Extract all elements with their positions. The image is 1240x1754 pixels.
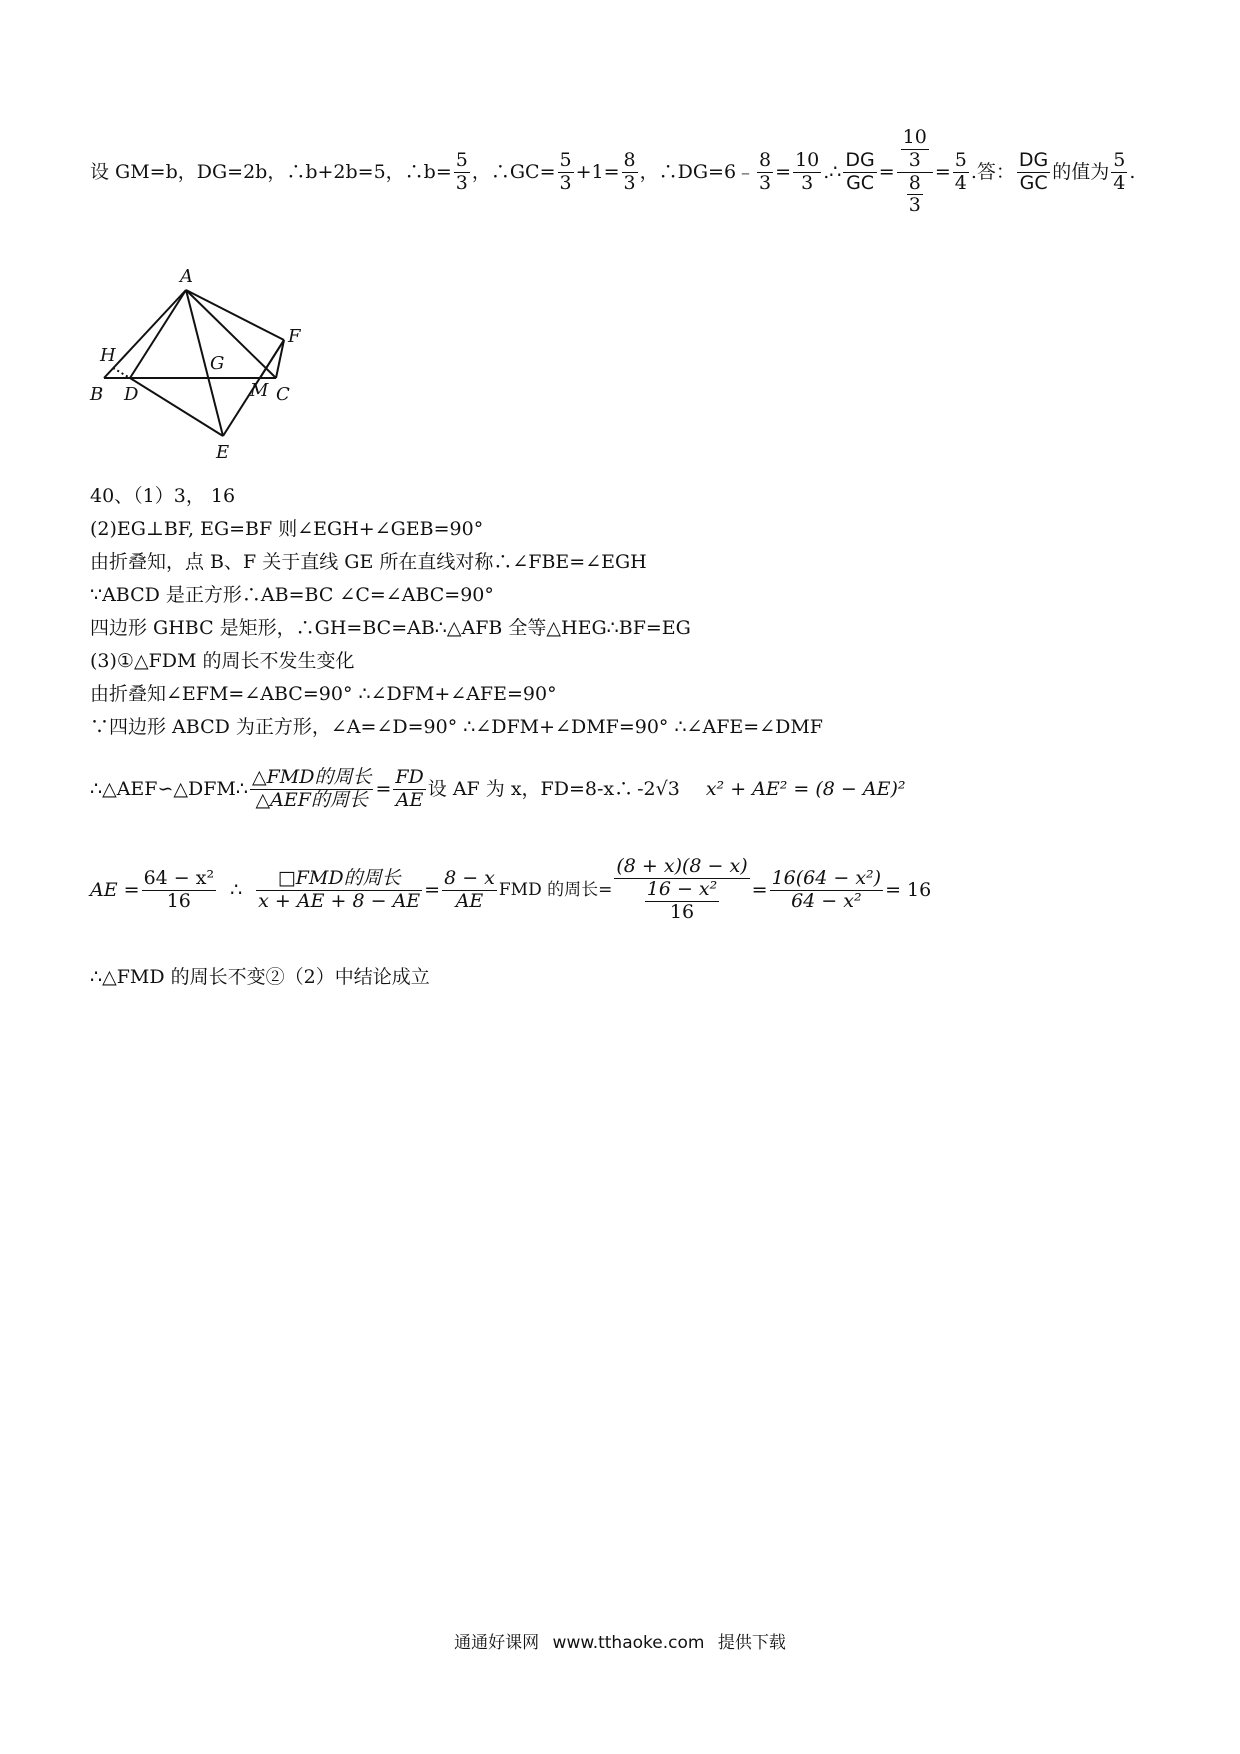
text: ，∴DG=6﹣ — [639, 160, 756, 183]
text-line: (2)EG⊥BF, EG=BF 则∠EGH+∠GEB=90° — [90, 518, 484, 540]
label-E: E — [216, 442, 230, 463]
ae-fraction: $\frac{\text{64 − x²}}{16}$ — [143, 866, 215, 912]
text: +1= — [575, 160, 620, 183]
fraction-dg1: $\frac{8}{3}$ — [759, 148, 772, 194]
fraction-answer: $\frac{DG}{GC}$ — [1018, 148, 1049, 194]
text: = — [878, 160, 895, 183]
text: = — [751, 878, 768, 901]
text: = 16 — [885, 878, 932, 901]
text-line: ∵四边形 ABCD 为正方形，∠A=∠D=90° ∴∠DFM+∠DMF=90° ∴∠AFE=∠DMF — [90, 716, 823, 738]
fraction-gc2: $\frac{8}{3}$ — [623, 148, 636, 194]
text: = — [934, 160, 951, 183]
text: .∴ — [823, 160, 842, 183]
perimeter-ratio: $\frac{\text{△FMD的周长}}{\text{△AEF的周长}}$ — [251, 765, 372, 811]
label-D: D — [124, 384, 139, 405]
text: ∴ — [230, 878, 243, 901]
label-C: C — [276, 384, 290, 405]
similar-triangles-line — [90, 758, 906, 820]
text-line: 四边形 GHBC 是矩形，∴GH=BC=AB∴△AFB 全等△HEG∴BF=EG — [90, 617, 691, 639]
footer-url[interactable]: www.tthaoke.com — [552, 1633, 705, 1653]
text: = — [775, 160, 792, 183]
footer-site-name: 通通好课网 — [454, 1633, 540, 1653]
fraction-answer-value: $\frac{5}{4}$ — [1113, 148, 1126, 194]
perimeter-calc-line — [90, 840, 931, 940]
complex-fraction: $\frac{\frac{10}{3}}{\frac{8}{3}}$ — [897, 128, 933, 217]
conclusion-line: ∴△FMD 的周长不变②（2）中结论成立 — [90, 966, 430, 988]
fraction-dg-over-gc: $\frac{DG}{GC}$ — [845, 148, 875, 194]
solution-line-1 — [90, 122, 1135, 222]
simplified-fraction: $\frac{\text{16(64 − x²)}}{\text{64 − x²}}$ — [771, 866, 882, 912]
geometry-figure — [88, 260, 308, 465]
fraction-result: $\frac{5}{4}$ — [954, 148, 967, 194]
text-line: 由折叠知，点 B、F 关于直线 GE 所在直线对称∴∠FBE=∠EGH — [90, 551, 647, 573]
label-M: M — [250, 380, 269, 401]
label-A: A — [180, 266, 193, 287]
footer-suffix: 提供下载 — [717, 1633, 786, 1653]
page-footer — [0, 1628, 1240, 1653]
text: . — [1129, 160, 1136, 183]
text-line: (3)①△FDM 的周长不发生变化 — [90, 650, 355, 672]
label-F: F — [288, 326, 301, 347]
label-H: H — [100, 345, 116, 366]
text: ∴△AEF∽△DFM∴ — [90, 777, 248, 800]
text: 设 GM=b，DG=2b，∴b+2b=5，∴b= — [90, 160, 452, 183]
fraction-gc1: $\frac{5}{3}$ — [559, 148, 572, 194]
text-line: ∵ABCD 是正方形∴AB=BC ∠C=∠ABC=90° — [90, 584, 494, 606]
text-line: 由折叠知∠EFM=∠ABC=90° ∴∠DFM+∠AFE=90° — [90, 683, 557, 705]
label-G: G — [210, 353, 225, 374]
text: FMD 的周长= — [498, 879, 613, 900]
perimeter-fraction: $\frac{\text{□FMD的周长}}{x + AE + 8 - AE}$ — [258, 866, 421, 912]
pythagorean-equation: x² + AE² = (8 − AE)² — [705, 777, 906, 800]
answer-40: 40、（1）3， 16 — [90, 485, 236, 507]
text: AE = — [90, 878, 140, 901]
text: 设 AF 为 x，FD=8-x∴ — [427, 777, 634, 800]
fraction-dg2: $\frac{10}{3}$ — [795, 148, 820, 194]
text: .答： — [970, 160, 1015, 183]
text: = — [424, 878, 441, 901]
text: ，∴GC= — [471, 160, 556, 183]
complex-perimeter-fraction: $\frac{(8 + x)(8 - x)}{\frac{\text{16 − x²}}{16}}$ — [616, 855, 748, 923]
fd-over-ae: $\frac{FD}{AE}$ — [395, 765, 424, 811]
text: 的值为 — [1052, 160, 1110, 183]
text: -2√3 — [637, 777, 680, 800]
label-B: B — [90, 384, 104, 405]
text: = — [375, 777, 392, 800]
fraction-b: $\frac{5}{3}$ — [455, 148, 468, 194]
eight-minus-x-fraction: $\frac{8 - x}{AE}$ — [444, 866, 495, 912]
